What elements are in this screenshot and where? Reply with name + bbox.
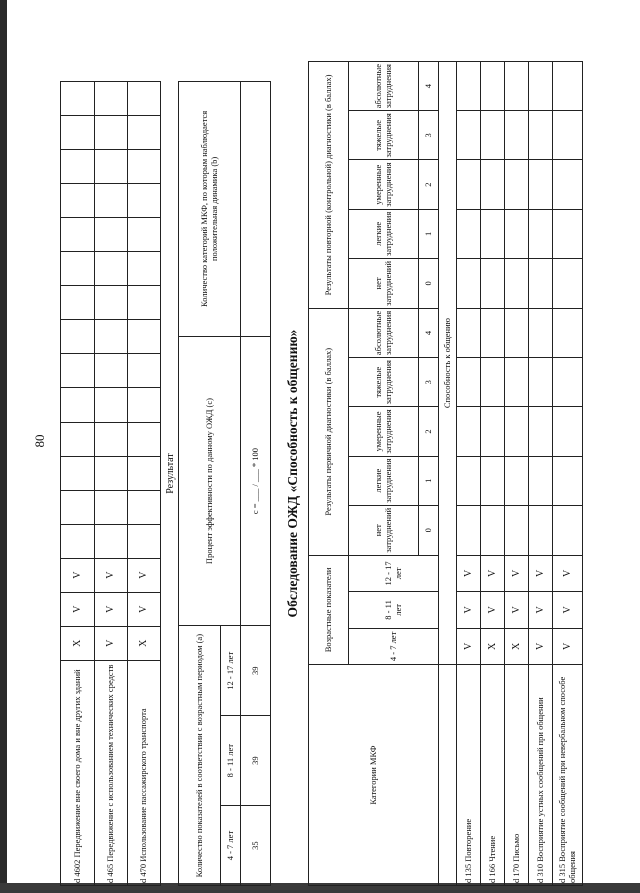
row-label: d 465 Передвижение с использованием технических средств (95, 660, 128, 885)
age-value: 39 (241, 626, 271, 716)
row-label: d 166 Чтение (481, 665, 505, 886)
row-label: d 315 Восприятие сообщений при невербальном способе общения (553, 665, 583, 886)
table-row (553, 62, 583, 886)
score-header: тяжелые затруднения (349, 111, 419, 160)
mark-cell: Х (128, 626, 161, 660)
row-label: d 170 Письмо (505, 665, 529, 886)
score-header: абсолютные затруднения (349, 308, 419, 357)
score-value: 2 (419, 160, 439, 209)
score-value: 2 (419, 407, 439, 456)
main-table (308, 61, 583, 886)
section-title: Обследование ОЖД «Способность к общению» (285, 329, 300, 618)
top-table (60, 81, 161, 886)
score-value: 1 (419, 209, 439, 258)
mark-cell: V (61, 592, 95, 626)
efficiency-formula: с = ___ / ___ * 100 (241, 336, 271, 626)
mark-cell: V (553, 592, 583, 629)
mark-cell: V (505, 555, 529, 592)
score-header: умеренные затруднения (349, 407, 419, 456)
result-a-header: Количество показателей в соответствии с возрастным периодом (а) (179, 626, 221, 886)
row-label: d 135 Повторение (457, 665, 481, 886)
mark-cell: V (61, 558, 95, 592)
mark-cell: Х (505, 628, 529, 665)
mark-cell: V (529, 592, 553, 629)
score-value: 0 (419, 258, 439, 308)
table-row (95, 82, 128, 886)
result-c-header: Процент эффективности по данному ОЖД (с) (179, 336, 241, 626)
mark-cell: V (457, 628, 481, 665)
rotated-content (60, 61, 605, 886)
table-row (481, 62, 505, 886)
row-label: d 4602 Передвижение вне своего дома и вне других зданий (61, 660, 95, 885)
mark-cell: V (529, 555, 553, 592)
age-value: 39 (241, 716, 271, 806)
mark-cell: V (505, 592, 529, 629)
age-header: 4 - 7 лет (349, 628, 439, 665)
row-label: d 310 Восприятие устных сообщений при общении (529, 665, 553, 886)
score-value: 1 (419, 456, 439, 505)
mark-cell: Х (481, 628, 505, 665)
scan-edge-left (0, 0, 7, 893)
score-value: 4 (419, 308, 439, 357)
score-header: легкие затруднения (349, 209, 419, 258)
score-header: нет затруднений (349, 505, 419, 555)
row-label: d 470 Использование пассажирского транспорта (128, 660, 161, 885)
table-row (128, 82, 161, 886)
mark-cell: V (95, 558, 128, 592)
score-value: 3 (419, 358, 439, 407)
score-header: умеренные затруднения (349, 160, 419, 209)
score-value: 4 (419, 62, 439, 111)
table-row (529, 62, 553, 886)
table-row (61, 82, 95, 886)
mark-cell: V (529, 628, 553, 665)
age-header: 8 - 11 лет (349, 592, 439, 629)
mark-cell: V (457, 555, 481, 592)
mark-cell: V (457, 592, 481, 629)
mark-cell: V (95, 592, 128, 626)
result-b-header: Количество категорий МКФ, по которым наблюдается положительная динамика (b) (179, 82, 241, 337)
mark-cell: V (128, 592, 161, 626)
mark-cell: V (128, 558, 161, 592)
age-header: 12 - 17 лет (221, 626, 241, 716)
result-table (178, 81, 271, 886)
score-header: нет затруднений (349, 258, 419, 308)
mark-cell: Х (61, 626, 95, 660)
age-header: 12 - 17 лет (349, 555, 439, 592)
mark-cell: V (481, 555, 505, 592)
score-header: легкие затруднения (349, 456, 419, 505)
category-header: Категории МКФ (309, 665, 439, 886)
age-value: 35 (241, 806, 271, 886)
subsection-header: Способность к общению (439, 62, 457, 665)
score-value: 3 (419, 111, 439, 160)
age-header: 8 - 11 лет (221, 716, 241, 806)
age-group-header: Возрастные показатели (309, 555, 349, 665)
score-header: абсолютные затруднения (349, 62, 419, 111)
mark-cell: V (95, 626, 128, 660)
repeat-header: Результаты повторной (контрольной) диагностики (в баллах) (309, 62, 349, 309)
table-row (457, 62, 481, 886)
primary-header: Результаты первичной диагностики (в баллах) (309, 308, 349, 555)
score-header: тяжелые затруднения (349, 358, 419, 407)
age-header: 4 - 7 лет (221, 806, 241, 886)
mark-cell: V (553, 628, 583, 665)
page-number: 80 (32, 434, 47, 448)
table-row (505, 62, 529, 886)
mark-cell: V (553, 555, 583, 592)
mark-cell: V (481, 592, 505, 629)
result-caption: Результат (165, 453, 176, 494)
score-value: 0 (419, 505, 439, 555)
